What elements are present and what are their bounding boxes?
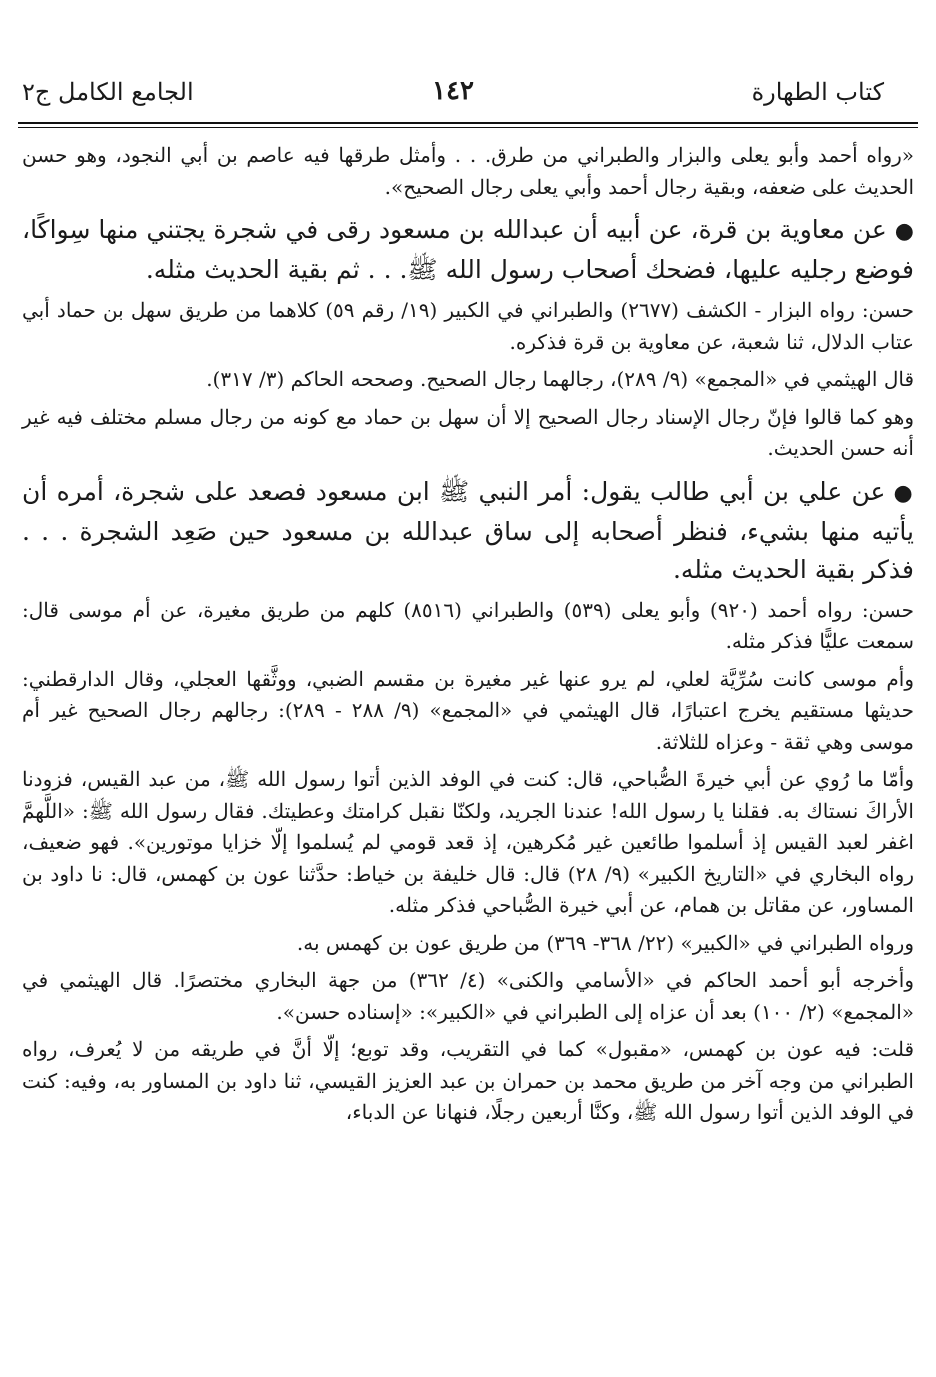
paragraph-text: قال الهيثمي في «المجمع» (٩/ ٢٨٩)، رجالهما رجال الصحيح. وصححه الحاكم (٣/ ٣١٧). bbox=[206, 367, 914, 391]
bullet-icon: ● bbox=[894, 219, 914, 244]
paragraph-text: وأمّا ما رُوي عن أبي خيرةَ الصُّباحي، قال: كنت في الوفد الذين أتوا رسول الله ﷺ، من عبد القيس، فزودنا الأراكَ نستاك به. فقلنا يا رسول الله! عندنا الجريد، ولكنّا نقبل كرامتك وعطيتك. فقال رسول الله ﷺ: «اللَّهمَّ اغفر لعبد القيس إذ أسلموا طائعين غير مُكرهين، إذ قعد قومي لم يُسلموا إلّا خزايا موتورين». فهو ضعيف، رواه البخاري في «التاريخ الكبير» (٩/ ٢٨) قال: قال خليفة بن خياط: حدَّثنا عون بن كهمس، قال: نا داود بن المساور، عن مقاتل بن همام، عن أبي خيرة الصُّباحي فذكر مثله. bbox=[22, 767, 914, 917]
commentary-paragraph bbox=[22, 140, 914, 203]
book-volume-title: الجامع الكامل ج٢ bbox=[22, 78, 194, 106]
paragraph-text: حسن: رواه البزار - الكشف (٢٦٧٧) والطبراني في الكبير (١٩/ رقم ٥٩) كلاهما من طريق سهل بن حماد أبي عتاب الدلال، ثنا شعبة، عن معاوية بن قرة فذكره. bbox=[22, 298, 915, 354]
commentary-paragraph bbox=[22, 364, 914, 396]
paragraph-text: حسن: رواه أحمد (٩٢٠) وأبو يعلى (٥٣٩) والطبراني (٨٥١٦) كلهم من طريق مغيرة، عن أم موسى قال: سمعت عليًّا فذكر مثله. bbox=[22, 597, 914, 653]
paragraph-text: وهو كما قالوا فإنّ رجال الإسناد رجال الصحيح إلا أن سهل بن حماد مع كونه من رجال مسلم مختلف فيه غير أنه حسن الحديث. bbox=[22, 404, 914, 460]
paragraph-text: عن علي بن أبي طالب يقول: أمر النبي ﷺ ابن مسعود فصعد على شجرة، أمره أن يأتيه منها بشيء، فنظر أصحابه إلى ساق عبدالله بن مسعود حين صَعِد الشجرة . . . فذكر بقية الحديث مثله. bbox=[22, 476, 914, 584]
commentary-paragraph bbox=[22, 402, 914, 465]
paragraph-text: قلت: فيه عون بن كهمس، «مقبول» كما في التقريب، وقد توبع؛ إلّا أنَّ في طريقه من لا يُعرف، رواه الطبراني من وجه آخر من طريق محمد بن حمران بن عبد العزيز القيسي، ثنا داود بن المساور به، وفيه: كنت في الوفد الذين أتوا رسول الله ﷺ، وكنَّا أربعين رجلًا، فنهانا عن الدباء، bbox=[22, 1037, 915, 1124]
running-header bbox=[22, 72, 884, 122]
hadith-text bbox=[22, 211, 914, 289]
commentary-paragraph bbox=[22, 965, 914, 1028]
bullet-icon: ● bbox=[893, 480, 914, 506]
commentary-paragraph bbox=[22, 928, 914, 960]
commentary-paragraph bbox=[22, 295, 914, 358]
page-number: ١٤٢ bbox=[432, 76, 474, 106]
paragraph-text: وأم موسى كانت سُرِّيَّة لعلي، لم يرو عنها غير مغيرة بن مقسم الضبي، ووثَّقها العجلي، وقال الدارقطني: حديثها مستقيم يخرج اعتبارًا، قال الهيثمي في «المجمع» (٩/ ٢٨٨ - ٢٨٩): رجالهم رجال الصحيح غير أم موسى وهي ثقة - وعزاه للثلاثة. bbox=[22, 666, 914, 754]
paragraph-text: عن معاوية بن قرة، عن أبيه أن عبدالله بن مسعود رقى في شجرة يجتني منها سِواكًا، فوضع رجليه عليها، فضحك أصحاب رسول الله ﷺ. . . ثم بقية الحديث مثله. bbox=[22, 215, 914, 284]
book-section-title: كتاب الطهارة bbox=[751, 78, 884, 106]
commentary-paragraph bbox=[22, 664, 914, 759]
page-body bbox=[22, 140, 914, 1129]
commentary-paragraph bbox=[22, 595, 914, 658]
paragraph-text: «رواه أحمد وأبو يعلى والبزار والطبراني من طرق. . . وأمثل طرقها فيه عاصم بن أبي النجود، وهو حسن الحديث على ضعفه، وبقية رجال أحمد وأبي يعلى رجال الصحيح». bbox=[22, 143, 915, 199]
paragraph-text: ورواه الطبراني في «الكبير» (٢٢/ ٣٦٨- ٣٦٩) من طريق عون بن كهمس به. bbox=[296, 930, 914, 955]
paragraph-text: وأخرجه أبو أحمد الحاكم في «الأسامي والكنى» (٤/ ٣٦٢) من جهة البخاري مختصرًا. قال الهيثمي في «المجمع» (٢/ ١٠٠) بعد أن عزاه إلى الطبراني في «الكبير»: «إسناده حسن». bbox=[22, 968, 914, 1024]
hadith-text bbox=[22, 473, 914, 589]
commentary-paragraph bbox=[22, 764, 914, 922]
header-double-rule bbox=[18, 122, 918, 128]
commentary-paragraph bbox=[22, 1034, 914, 1129]
